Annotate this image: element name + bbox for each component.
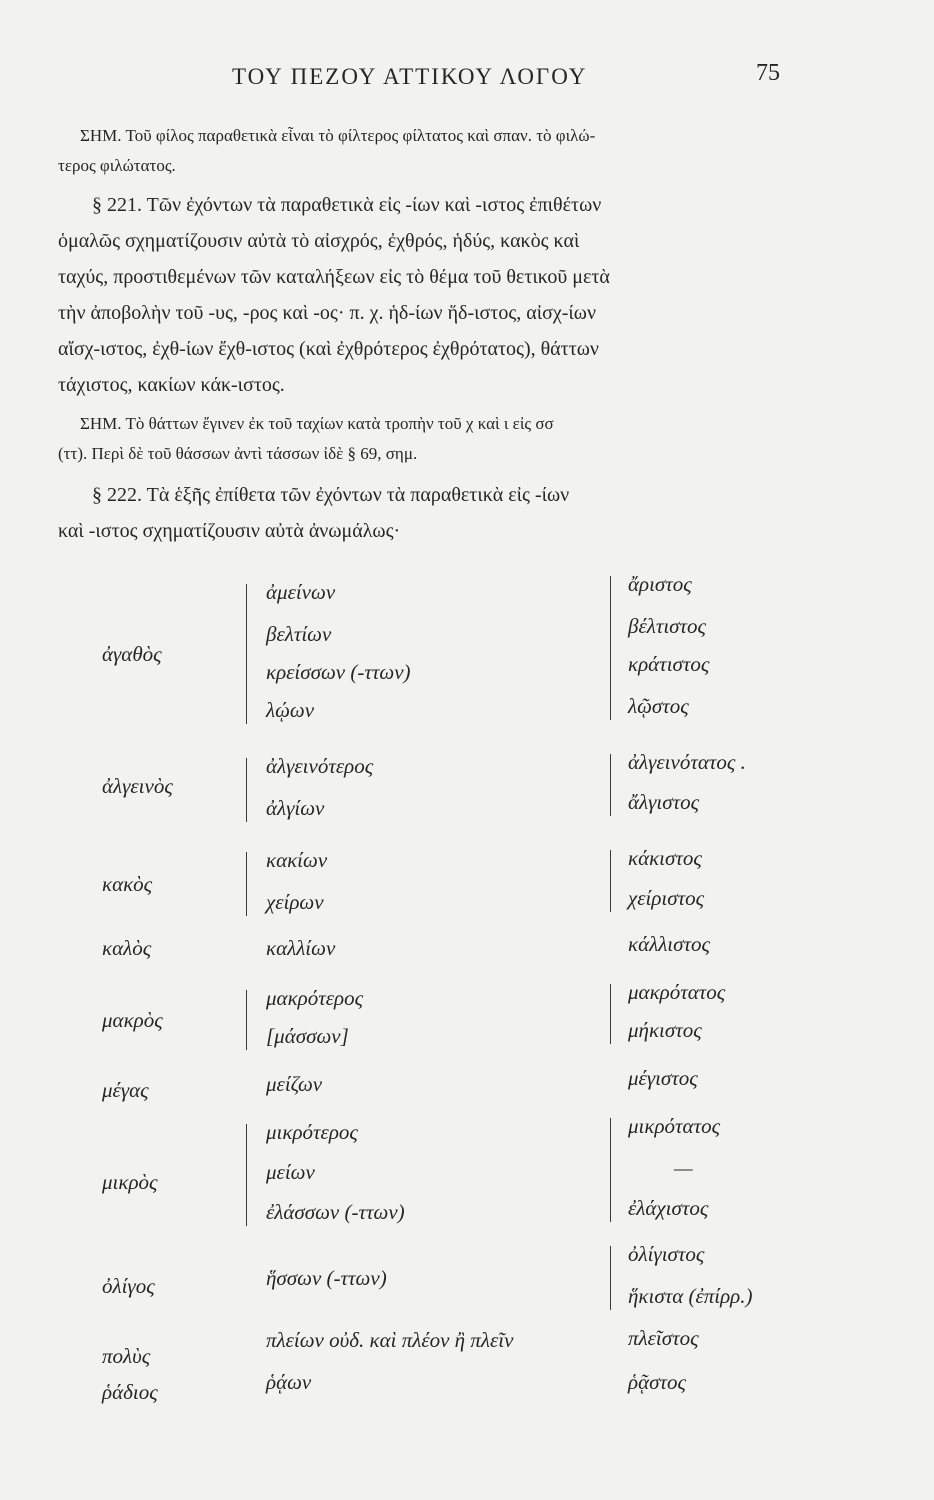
superlative-form: κάλλιστος: [628, 932, 711, 956]
superlative-form: ἀλγεινότατος .: [628, 750, 746, 774]
brace-comparative: [246, 584, 247, 724]
text-line: ὁμαλῶς σχηματίζουσιν αὐτὰ τὸ αἰσχρός, ἐχθρός, ἡδύς, κακὸς καὶ: [58, 230, 580, 252]
positive-form: ὀλίγος: [102, 1274, 155, 1298]
running-header: ΤΟΥ ΠΕΖΟΥ ΑΤΤΙΚΟΥ ΛΟΓΟΥ: [232, 64, 588, 89]
superlative-form: βέλτιστος: [628, 614, 707, 638]
positive-form: μικρὸς: [102, 1170, 158, 1194]
brace-superlative: [610, 984, 611, 1044]
positive-form: μέγας: [102, 1078, 149, 1102]
brace-comparative: [246, 990, 247, 1050]
brace-superlative: [610, 1246, 611, 1310]
comparative-form: ἀλγίων: [266, 796, 325, 820]
comparative-form: μείζων: [266, 1072, 323, 1096]
superlative-form: μακρότατος: [628, 980, 726, 1004]
brace-comparative: [246, 852, 247, 916]
brace-superlative: [610, 754, 611, 816]
text-line: τάχιστος, κακίων κάκ-ιστος.: [58, 374, 285, 396]
comparative-form: χείρων: [266, 890, 324, 914]
brace-superlative: [610, 850, 611, 912]
superlative-form: χείριστος: [628, 886, 705, 910]
brace-comparative: [246, 758, 247, 822]
comparative-form: ἐλάσσων (-ττων): [266, 1200, 405, 1224]
superlative-form: —: [674, 1156, 693, 1180]
positive-form: ῥάδιος: [102, 1380, 158, 1404]
positive-form: πολὺς: [102, 1344, 151, 1368]
superlative-form: μέγιστος: [628, 1066, 698, 1090]
comparative-form: κακίων: [266, 848, 328, 872]
comparative-form: μακρότερος: [266, 986, 364, 1010]
comparative-form: ῥᾴων: [266, 1370, 312, 1394]
positive-form: κακὸς: [102, 872, 153, 896]
superlative-form: ἄριστος: [628, 572, 692, 596]
brace-superlative: [610, 576, 611, 720]
superlative-form: κράτιστος: [628, 652, 710, 676]
positive-form: ἀγαθὸς: [102, 642, 162, 666]
comparative-form: καλλίων: [266, 936, 336, 960]
brace-comparative: [246, 1124, 247, 1226]
text-line: τὴν ἀποβολὴν τοῦ -υς, -ρος καὶ -ος· π. χ. ἡδ-ίων ἥδ-ιστος, αἰσχ-ίων: [58, 302, 597, 324]
comparative-form: μείων: [266, 1160, 315, 1184]
text-line: ΣΗΜ. Τοῦ φίλος παραθετικὰ εἶναι τὸ φίλτερος φίλτατος καὶ σπαν. τὸ φιλώ-: [80, 126, 596, 145]
superlative-form: πλεῖστος: [628, 1326, 699, 1350]
comparative-form: κρείσσων (-ττων): [266, 660, 411, 684]
superlative-form: μήκιστος: [628, 1018, 702, 1042]
superlative-form: κάκιστος: [628, 846, 702, 870]
superlative-form: ἥκιστα (ἐπίρρ.): [628, 1284, 753, 1308]
comparative-form: πλείων οὐδ. καὶ πλέον ἢ πλεῖν: [266, 1328, 514, 1352]
text-line: (ττ). Περὶ δὲ τοῦ θάσσων ἀντὶ τάσσων ἰδὲ § 69, σημ.: [58, 444, 418, 463]
comparative-form: βελτίων: [266, 622, 332, 646]
text-line: καὶ -ιστος σχηματίζουσιν αὐτὰ ἀνωμάλως·: [58, 520, 401, 542]
page-number: 75: [756, 60, 780, 86]
superlative-form: ἄλγιστος: [628, 790, 700, 814]
comparative-form: ἥσσων (-ττων): [266, 1266, 387, 1290]
text-line: αἴσχ-ιστος, ἐχθ-ίων ἔχθ-ιστος (καὶ ἐχθρότερος ἐχθρότατος), θάττων: [58, 338, 599, 360]
superlative-form: μικρότατος: [628, 1114, 721, 1138]
superlative-form: ἐλάχιστος: [628, 1196, 709, 1220]
text-line: § 221. Τῶν ἐχόντων τὰ παραθετικὰ εἰς -ίων καὶ -ιστος ἐπιθέτων: [92, 194, 602, 216]
text-line: ταχύς, προστιθεμένων τῶν καταλήξεων εἰς τὸ θέμα τοῦ θετικοῦ μετὰ: [58, 266, 610, 288]
text-line: τερος φιλώτατος.: [58, 156, 176, 175]
positive-form: μακρὸς: [102, 1008, 163, 1032]
superlative-form: ῥᾷστος: [628, 1370, 686, 1394]
brace-superlative: [610, 1118, 611, 1222]
comparative-form: ἀλγεινότερος: [266, 754, 374, 778]
text-line: § 222. Τὰ ἑξῆς ἐπίθετα τῶν ἐχόντων τὰ παραθετικὰ εἰς -ίων: [92, 484, 570, 506]
superlative-form: ὀλίγιστος: [628, 1242, 705, 1266]
positive-form: ἀλγεινὸς: [102, 774, 173, 798]
positive-form: καλὸς: [102, 936, 152, 960]
comparative-form: λῴων: [266, 698, 315, 722]
superlative-form: λῷστος: [628, 694, 689, 718]
comparative-form: [μάσσων]: [266, 1024, 349, 1048]
comparative-form: ἀμείνων: [266, 580, 336, 604]
comparative-form: μικρότερος: [266, 1120, 358, 1144]
text-line: ΣΗΜ. Τὸ θάττων ἔγινεν ἐκ τοῦ ταχίων κατὰ τροπὴν τοῦ χ καὶ ι εἰς σσ: [80, 414, 554, 433]
